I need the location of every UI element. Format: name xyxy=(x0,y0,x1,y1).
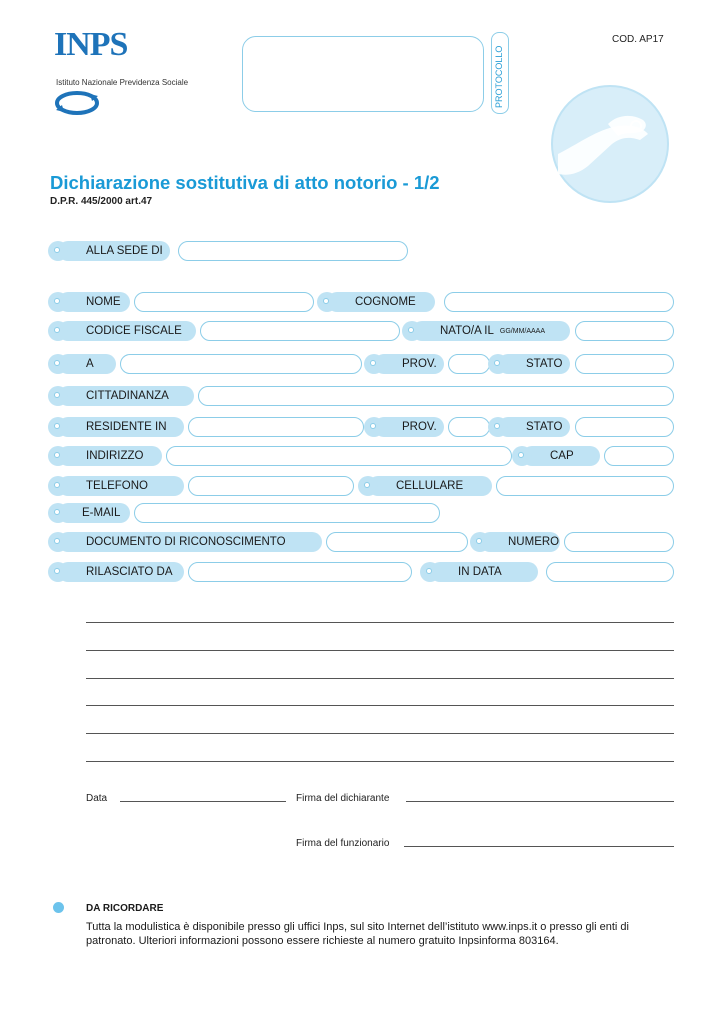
inps-logo-text: INPS xyxy=(54,26,128,63)
protocol-label: PROTOCOLLO xyxy=(494,45,504,108)
documento-label: DOCUMENTO DI RICONOSCIMENTO xyxy=(58,532,322,552)
numero-field[interactable] xyxy=(564,532,674,552)
residente-label: RESIDENTE IN xyxy=(58,417,184,437)
prov-field-2[interactable] xyxy=(448,417,490,437)
writing-line[interactable] xyxy=(86,761,674,762)
stato-label-1: STATO xyxy=(498,354,570,374)
cittadinanza-label: CITTADINANZA xyxy=(58,386,194,406)
date-format-hint: GG/MM/AAAA xyxy=(499,327,546,335)
writing-line[interactable] xyxy=(86,650,674,651)
documento-field[interactable] xyxy=(326,532,468,552)
stato-field-2[interactable] xyxy=(575,417,674,437)
codice-fiscale-label: CODICE FISCALE xyxy=(58,321,196,341)
firma-dichiarante-label: Firma del dichiarante xyxy=(296,793,390,804)
indirizzo-label: INDIRIZZO xyxy=(58,446,162,466)
alla-sede-label: ALLA SEDE DI xyxy=(58,241,170,261)
form-code: COD. AP17 xyxy=(612,34,664,45)
rilasciato-label: RILASCIATO DA xyxy=(58,562,184,582)
nato-il-label: NATO/A IL GG/MM/AAAA xyxy=(412,321,570,341)
prov-label-1: PROV. xyxy=(374,354,444,374)
email-label: E-MAIL xyxy=(58,503,130,523)
remember-text: Tutta la modulistica è disponibile presso gli uffici Inps, sul sito Internet dell’istituto www.inps.it o presso gli enti di patronato. Ulteriori informazioni possono essere richieste al numero gratuito Inpsinforma 803164. xyxy=(86,921,629,947)
alla-sede-field[interactable] xyxy=(178,241,408,261)
inps-logo-subtitle: Istituto Nazionale Previdenza Sociale xyxy=(56,78,189,87)
codice-fiscale-field[interactable] xyxy=(200,321,400,341)
telefono-label: TELEFONO xyxy=(58,476,184,496)
nome-label: NOME xyxy=(58,292,130,312)
in-data-field[interactable] xyxy=(546,562,674,582)
data-line[interactable] xyxy=(120,801,286,802)
inps-logo-icon xyxy=(52,88,102,118)
residente-field[interactable] xyxy=(188,417,364,437)
nato-il-field[interactable] xyxy=(575,321,674,341)
luogo-field[interactable] xyxy=(120,354,362,374)
prov-label-2: PROV. xyxy=(374,417,444,437)
page-subtitle: D.P.R. 445/2000 art.47 xyxy=(50,196,153,207)
writing-line[interactable] xyxy=(86,678,674,679)
cellulare-label: CELLULARE xyxy=(368,476,492,496)
writing-line[interactable] xyxy=(86,733,674,734)
remember-title: DA RICORDARE xyxy=(86,903,164,914)
telefono-field[interactable] xyxy=(188,476,354,496)
prov-field-1[interactable] xyxy=(448,354,490,374)
in-data-label: IN DATA xyxy=(430,562,538,582)
writing-line[interactable] xyxy=(86,705,674,706)
firma-funzionario-line[interactable] xyxy=(404,846,674,847)
stato-field-1[interactable] xyxy=(575,354,674,374)
stato-label-2: STATO xyxy=(498,417,570,437)
firma-funzionario-label: Firma del funzionario xyxy=(296,838,390,849)
firma-dichiarante-line[interactable] xyxy=(406,801,674,802)
writing-line[interactable] xyxy=(86,622,674,623)
cap-field[interactable] xyxy=(604,446,674,466)
rilasciato-field[interactable] xyxy=(188,562,412,582)
luogo-label: A xyxy=(58,354,116,374)
protocol-box[interactable] xyxy=(242,36,484,112)
data-label: Data xyxy=(86,793,108,804)
page-title: Dichiarazione sostitutiva di atto notorio - 1/2 xyxy=(50,172,440,193)
cognome-field[interactable] xyxy=(444,292,674,312)
cittadinanza-field[interactable] xyxy=(198,386,674,406)
cap-label: CAP xyxy=(522,446,600,466)
email-field[interactable] xyxy=(134,503,440,523)
bullet-icon xyxy=(53,902,64,913)
hands-icon xyxy=(548,84,678,204)
cognome-label: COGNOME xyxy=(327,292,435,312)
numero-label: NUMERO xyxy=(480,532,560,552)
nome-field[interactable] xyxy=(134,292,314,312)
indirizzo-field[interactable] xyxy=(166,446,512,466)
cellulare-field[interactable] xyxy=(496,476,674,496)
